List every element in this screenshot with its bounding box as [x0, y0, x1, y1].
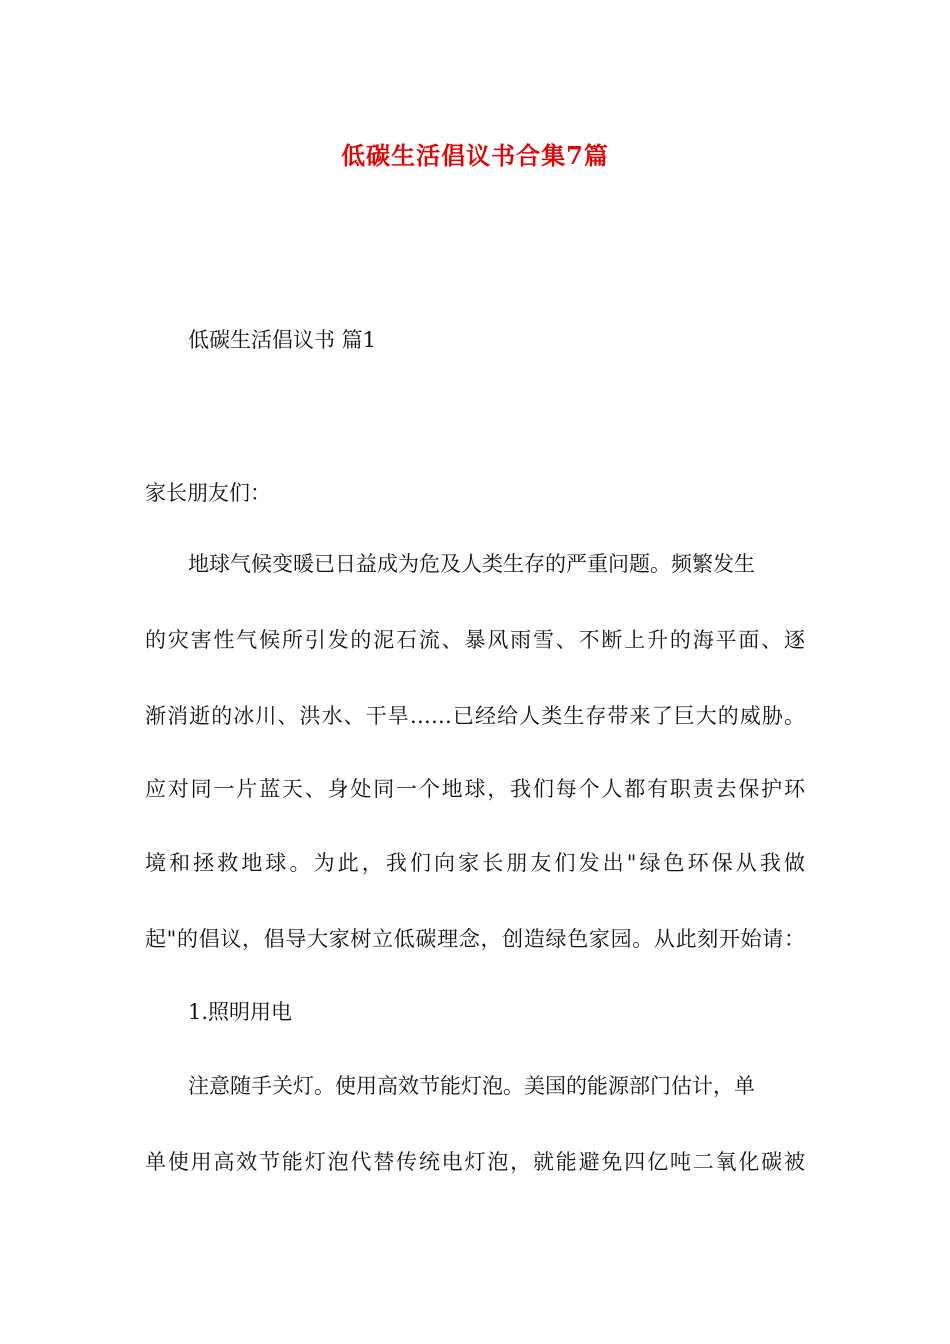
- paragraph-line: 注意随手关灯。使用高效节能灯泡。美国的能源部门估计，单: [188, 1074, 755, 1098]
- paragraph-line: 渐消逝的冰川、洪水、干旱……已经给人类生存带来了巨大的威胁。: [145, 704, 805, 728]
- paragraph-line: 应对同一片蓝天、身处同一个地球，我们每个人都有职责去保护环: [145, 777, 805, 801]
- salutation: 家长朋友们：: [145, 481, 271, 505]
- paragraph-line: 地球气候变暖已日益成为危及人类生存的严重问题。频繁发生: [188, 552, 755, 576]
- section-heading: 低碳生活倡议书 篇1: [188, 328, 377, 352]
- document-title: 低碳生活倡议书合集7篇: [341, 141, 609, 170]
- paragraph-line: 境和拯救地球。为此，我们向家长朋友们发出"绿色环保从我做: [145, 851, 805, 875]
- paragraph-line: 的灾害性气候所引发的泥石流、暴风雨雪、不断上升的海平面、逐: [145, 628, 805, 652]
- item-heading: 1.照明用电: [188, 1000, 293, 1024]
- paragraph-line: 起"的倡议，倡导大家树立低碳理念，创造绿色家园。从此刻开始请：: [145, 927, 805, 951]
- paragraph-line: 单使用高效节能灯泡代替传统电灯泡，就能避免四亿吨二氧化碳被: [145, 1150, 805, 1174]
